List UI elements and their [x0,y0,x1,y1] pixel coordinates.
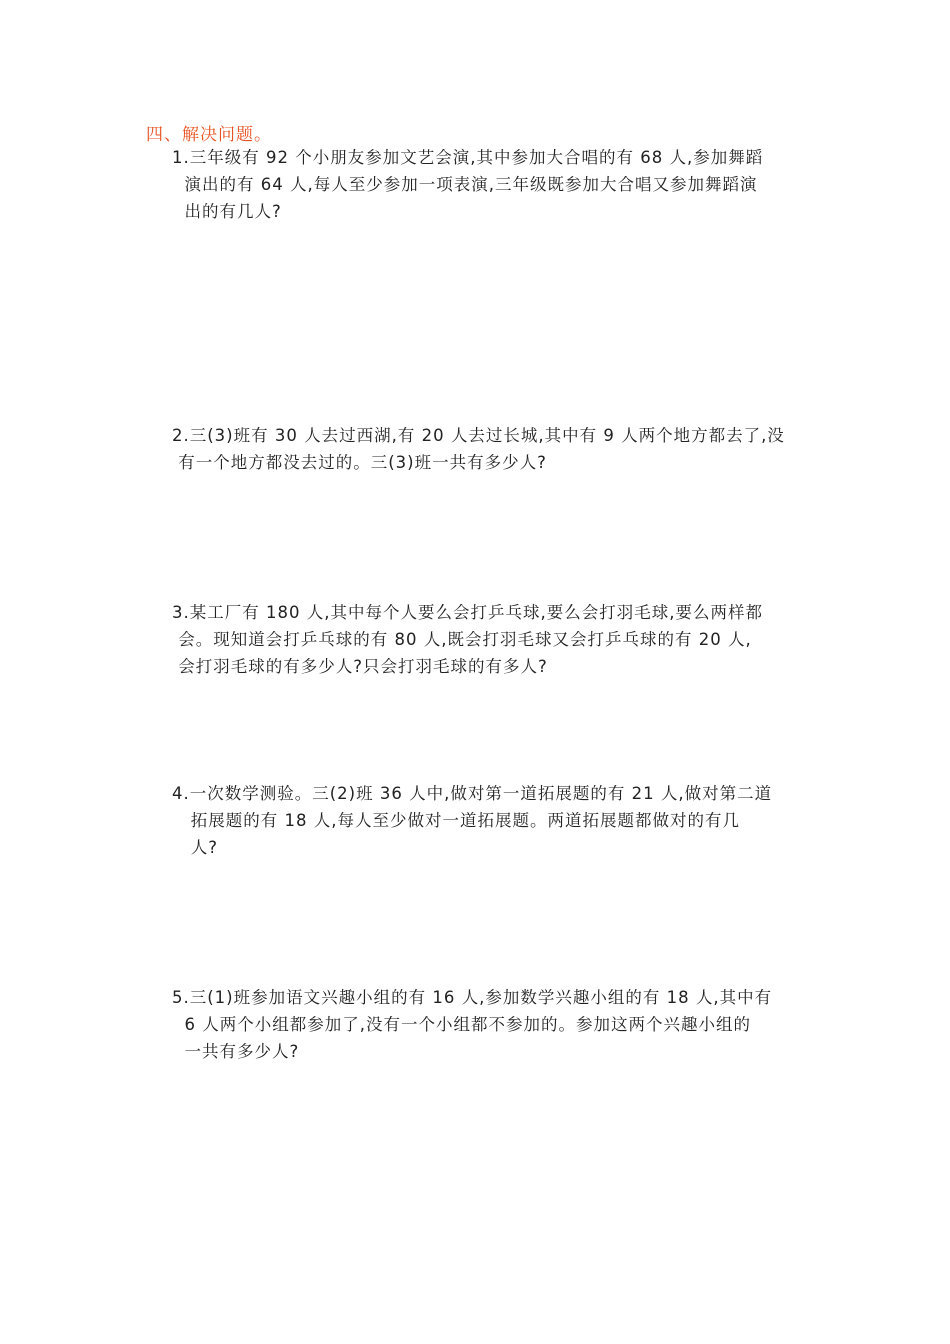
problem-line: 有一个地方都没去过的。三(3)班一共有多少人? [172,453,547,472]
problem-line: 5.三(1)班参加语文兴趣小组的有 16 人,参加数学兴趣小组的有 18 人,其中有 [172,988,773,1007]
problem-line: 6 人两个小组都参加了,没有一个小组都不参加的。参加这两个兴趣小组的 [172,1015,751,1034]
problem-line: 1.三年级有 92 个小朋友参加文艺会演,其中参加大合唱的有 68 人,参加舞蹈 [172,148,764,167]
problem-2 [172,422,812,476]
problem-line: 人? [172,838,218,857]
problem-line: 4.一次数学测验。三(2)班 36 人中,做对第一道拓展题的有 21 人,做对第二道 [172,784,773,803]
problem-1 [172,144,812,225]
problem-line: 3.某工厂有 180 人,其中每个人要么会打乒乓球,要么会打羽毛球,要么两样都 [172,603,763,622]
problem-3 [172,599,812,680]
problem-4 [172,780,812,861]
problem-line: 拓展题的有 18 人,每人至少做对一道拓展题。两道拓展题都做对的有几 [172,811,740,830]
problem-line: 演出的有 64 人,每人至少参加一项表演,三年级既参加大合唱又参加舞蹈演 [172,175,758,194]
problem-line: 会。现知道会打乒乓球的有 80 人,既会打羽毛球又会打乒乓球的有 20 人, [172,630,752,649]
section-title: 四、解决问题。 [146,125,272,145]
problem-5 [172,984,812,1065]
problem-line: 会打羽毛球的有多少人?只会打羽毛球的有多人? [172,657,548,676]
problem-line: 出的有几人? [172,202,282,221]
problem-line: 一共有多少人? [172,1042,300,1061]
problem-line: 2.三(3)班有 30 人去过西湖,有 20 人去过长城,其中有 9 人两个地方都去了,没 [172,426,785,445]
